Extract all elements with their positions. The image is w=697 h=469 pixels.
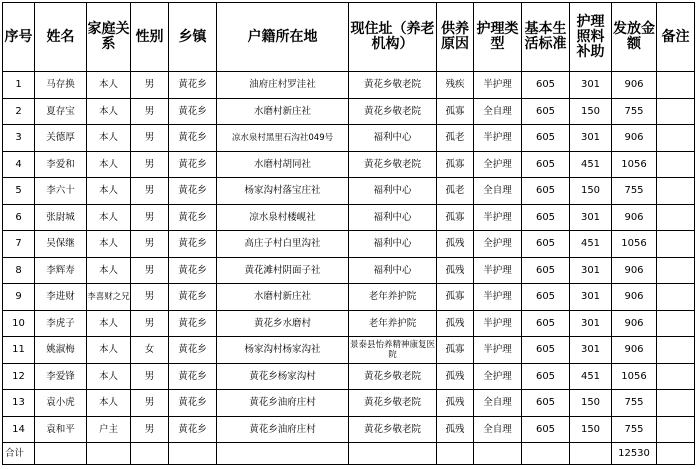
cell-township: 黄花乡 (169, 416, 217, 443)
cell-care-subsidy: 301 (570, 72, 612, 99)
cell-remarks (657, 363, 695, 390)
cell-basic-standard: 605 (522, 390, 570, 417)
table-row (3, 72, 695, 99)
cell-amount: 906 (612, 257, 657, 284)
cell-registered-address: 水磨村新庄社 (217, 284, 349, 311)
header-registered-address: 户籍所在地 (217, 3, 349, 72)
cell-registered-address: 水磨村新庄社 (217, 98, 349, 125)
cell-relation: 本人 (87, 178, 131, 205)
cell-amount: 906 (612, 310, 657, 337)
header-name: 姓名 (35, 3, 87, 72)
table-row (3, 231, 695, 258)
cell-current-address: 景泰县怡养精神康复医院 (349, 337, 437, 364)
cell-index: 14 (3, 416, 35, 443)
cell-name: 姚淑梅 (35, 337, 87, 364)
cell-index: 4 (3, 151, 35, 178)
cell-gender: 男 (131, 231, 169, 258)
cell-care-subsidy: 301 (570, 310, 612, 337)
cell-gender: 男 (131, 390, 169, 417)
cell-support-reason: 孤寡 (437, 204, 474, 231)
cell-index: 8 (3, 257, 35, 284)
cell-relation: 本人 (87, 390, 131, 417)
cell-care-subsidy: 301 (570, 204, 612, 231)
cell-current-address: 黄花乡敬老院 (349, 390, 437, 417)
header-gender: 性别 (131, 3, 169, 72)
cell-amount: 1056 (612, 231, 657, 258)
table-row (3, 204, 695, 231)
total-label: 合计 (3, 443, 35, 465)
cell-basic-standard: 605 (522, 178, 570, 205)
cell-township: 黄花乡 (169, 337, 217, 364)
cell-index: 5 (3, 178, 35, 205)
cell-index: 13 (3, 390, 35, 417)
cell-support-reason: 孤寡 (437, 284, 474, 311)
cell-care-type: 全护理 (474, 231, 522, 258)
cell-registered-address: 黄花乡水磨村 (217, 310, 349, 337)
cell-relation: 本人 (87, 257, 131, 284)
cell-support-reason: 孤老 (437, 125, 474, 152)
cell-remarks (657, 178, 695, 205)
cell-index: 2 (3, 98, 35, 125)
relief-table (2, 2, 695, 465)
cell-registered-address: 油府庄村罗洼社 (217, 72, 349, 99)
table-body (3, 72, 695, 443)
cell-remarks (657, 98, 695, 125)
cell-relation: 本人 (87, 125, 131, 152)
cell-index: 12 (3, 363, 35, 390)
cell-amount: 906 (612, 204, 657, 231)
cell-township: 黄花乡 (169, 363, 217, 390)
cell-amount: 906 (612, 125, 657, 152)
cell-registered-address: 黄花滩村阴面子社 (217, 257, 349, 284)
cell-care-subsidy: 301 (570, 284, 612, 311)
total-empty-cell (349, 443, 437, 465)
total-empty-cell (131, 443, 169, 465)
cell-basic-standard: 605 (522, 337, 570, 364)
cell-registered-address: 杨家沟村落宝庄社 (217, 178, 349, 205)
cell-name: 夏存宝 (35, 98, 87, 125)
cell-name: 李爱和 (35, 151, 87, 178)
cell-amount: 755 (612, 390, 657, 417)
cell-relation: 本人 (87, 204, 131, 231)
cell-relation: 本人 (87, 98, 131, 125)
cell-basic-standard: 605 (522, 363, 570, 390)
cell-support-reason: 孤残 (437, 363, 474, 390)
table-row (3, 310, 695, 337)
cell-basic-standard: 605 (522, 416, 570, 443)
total-amount: 12530 (612, 443, 657, 465)
cell-current-address: 黄花乡敬老院 (349, 363, 437, 390)
cell-name: 李六十 (35, 178, 87, 205)
cell-basic-standard: 605 (522, 72, 570, 99)
cell-amount: 755 (612, 178, 657, 205)
header-row (3, 3, 695, 72)
table-row (3, 390, 695, 417)
header-relation: 家庭关系 (87, 3, 131, 72)
cell-support-reason: 孤残 (437, 310, 474, 337)
cell-care-type: 全自理 (474, 416, 522, 443)
cell-registered-address: 水磨村胡同社 (217, 151, 349, 178)
cell-index: 6 (3, 204, 35, 231)
cell-township: 黄花乡 (169, 284, 217, 311)
cell-remarks (657, 416, 695, 443)
cell-current-address: 福利中心 (349, 231, 437, 258)
total-empty-cell (437, 443, 474, 465)
cell-current-address: 黄花乡敬老院 (349, 416, 437, 443)
cell-support-reason: 孤老 (437, 178, 474, 205)
cell-township: 黄花乡 (169, 98, 217, 125)
cell-support-reason: 孤残 (437, 416, 474, 443)
cell-remarks (657, 284, 695, 311)
cell-basic-standard: 605 (522, 231, 570, 258)
cell-index: 11 (3, 337, 35, 364)
cell-index: 9 (3, 284, 35, 311)
cell-name: 李爱锋 (35, 363, 87, 390)
cell-name: 袁小虎 (35, 390, 87, 417)
cell-amount: 1056 (612, 151, 657, 178)
cell-index: 7 (3, 231, 35, 258)
header-basic-standard: 基本生活标准 (522, 3, 570, 72)
table-row (3, 337, 695, 364)
cell-township: 黄花乡 (169, 390, 217, 417)
cell-care-type: 全护理 (474, 363, 522, 390)
table-row (3, 178, 695, 205)
cell-gender: 男 (131, 151, 169, 178)
header-index: 序号 (3, 3, 35, 72)
cell-gender: 女 (131, 337, 169, 364)
cell-current-address: 老年养护院 (349, 284, 437, 311)
table-row (3, 98, 695, 125)
cell-care-subsidy: 301 (570, 337, 612, 364)
cell-township: 黄花乡 (169, 231, 217, 258)
total-empty-cell (35, 443, 87, 465)
cell-gender: 男 (131, 310, 169, 337)
cell-care-type: 半护理 (474, 72, 522, 99)
total-empty-cell (217, 443, 349, 465)
total-empty-cell (169, 443, 217, 465)
cell-gender: 男 (131, 98, 169, 125)
cell-index: 1 (3, 72, 35, 99)
cell-name: 李辉寿 (35, 257, 87, 284)
cell-care-type: 全护理 (474, 151, 522, 178)
cell-name: 马存换 (35, 72, 87, 99)
cell-care-subsidy: 150 (570, 390, 612, 417)
cell-basic-standard: 605 (522, 310, 570, 337)
cell-township: 黄花乡 (169, 204, 217, 231)
cell-relation: 本人 (87, 231, 131, 258)
table-row (3, 151, 695, 178)
cell-gender: 男 (131, 416, 169, 443)
cell-gender: 男 (131, 204, 169, 231)
cell-name: 张尉城 (35, 204, 87, 231)
cell-remarks (657, 337, 695, 364)
cell-gender: 男 (131, 257, 169, 284)
cell-current-address: 黄花乡敬老院 (349, 72, 437, 99)
cell-name: 关德厚 (35, 125, 87, 152)
cell-basic-standard: 605 (522, 151, 570, 178)
cell-index: 3 (3, 125, 35, 152)
cell-remarks (657, 204, 695, 231)
cell-basic-standard: 605 (522, 284, 570, 311)
cell-remarks (657, 231, 695, 258)
cell-registered-address: 杨家沟村杨家沟社 (217, 337, 349, 364)
table-row (3, 284, 695, 311)
cell-registered-address: 黄花乡油府庄村 (217, 416, 349, 443)
cell-township: 黄花乡 (169, 151, 217, 178)
cell-township: 黄花乡 (169, 72, 217, 99)
cell-basic-standard: 605 (522, 98, 570, 125)
cell-care-subsidy: 150 (570, 98, 612, 125)
cell-support-reason: 孤残 (437, 257, 474, 284)
table-row (3, 416, 695, 443)
cell-current-address: 黄花乡敬老院 (349, 98, 437, 125)
cell-name: 吴保继 (35, 231, 87, 258)
cell-care-subsidy: 301 (570, 257, 612, 284)
cell-amount: 1056 (612, 363, 657, 390)
cell-relation: 本人 (87, 337, 131, 364)
cell-care-type: 半护理 (474, 257, 522, 284)
cell-name: 李虎子 (35, 310, 87, 337)
total-empty-cell (474, 443, 522, 465)
header-amount: 发放金额 (612, 3, 657, 72)
cell-care-type: 全自理 (474, 390, 522, 417)
cell-care-subsidy: 451 (570, 363, 612, 390)
cell-support-reason: 孤寡 (437, 98, 474, 125)
cell-care-type: 半护理 (474, 125, 522, 152)
cell-gender: 男 (131, 363, 169, 390)
cell-relation: 本人 (87, 363, 131, 390)
cell-gender: 男 (131, 125, 169, 152)
cell-relation: 户主 (87, 416, 131, 443)
cell-current-address: 福利中心 (349, 257, 437, 284)
cell-care-subsidy: 150 (570, 416, 612, 443)
total-empty-cell (87, 443, 131, 465)
cell-basic-standard: 605 (522, 125, 570, 152)
cell-care-subsidy: 451 (570, 231, 612, 258)
cell-care-subsidy: 451 (570, 151, 612, 178)
table-row (3, 257, 695, 284)
cell-care-subsidy: 150 (570, 178, 612, 205)
total-row (3, 443, 695, 465)
cell-township: 黄花乡 (169, 125, 217, 152)
cell-care-type: 半护理 (474, 284, 522, 311)
cell-registered-address: 凉水泉村黑里石沟社049号 (217, 125, 349, 152)
cell-care-type: 半护理 (474, 204, 522, 231)
cell-gender: 男 (131, 284, 169, 311)
cell-current-address: 黄花乡敬老院 (349, 151, 437, 178)
cell-registered-address: 凉水泉村楼岘社 (217, 204, 349, 231)
cell-care-type: 半护理 (474, 337, 522, 364)
total-empty-cell (522, 443, 570, 465)
cell-gender: 男 (131, 178, 169, 205)
cell-relation: 本人 (87, 72, 131, 99)
cell-remarks (657, 390, 695, 417)
header-support-reason: 供养原因 (437, 3, 474, 72)
cell-township: 黄花乡 (169, 178, 217, 205)
cell-remarks (657, 125, 695, 152)
cell-support-reason: 孤寡 (437, 337, 474, 364)
cell-remarks (657, 257, 695, 284)
cell-amount: 755 (612, 416, 657, 443)
total-empty-cell (657, 443, 695, 465)
table-row (3, 363, 695, 390)
header-current-address: 现住址（养老机构） (349, 3, 437, 72)
cell-support-reason: 孤寡 (437, 151, 474, 178)
cell-registered-address: 黄花乡油府庄村 (217, 390, 349, 417)
cell-current-address: 福利中心 (349, 204, 437, 231)
table-row (3, 125, 695, 152)
cell-current-address: 福利中心 (349, 125, 437, 152)
cell-relation: 李喜财之兄 (87, 284, 131, 311)
cell-registered-address: 高庄子村白里沟社 (217, 231, 349, 258)
cell-index: 10 (3, 310, 35, 337)
cell-care-type: 全自理 (474, 178, 522, 205)
cell-support-reason: 孤残 (437, 231, 474, 258)
cell-remarks (657, 151, 695, 178)
cell-name: 李进财 (35, 284, 87, 311)
cell-township: 黄花乡 (169, 257, 217, 284)
cell-township: 黄花乡 (169, 310, 217, 337)
cell-current-address: 福利中心 (349, 178, 437, 205)
cell-care-type: 全自理 (474, 98, 522, 125)
cell-gender: 男 (131, 72, 169, 99)
cell-relation: 本人 (87, 151, 131, 178)
cell-care-type: 半护理 (474, 310, 522, 337)
cell-registered-address: 黄花乡杨家沟村 (217, 363, 349, 390)
cell-support-reason: 残疾 (437, 72, 474, 99)
cell-amount: 755 (612, 98, 657, 125)
total-empty-cell (570, 443, 612, 465)
cell-support-reason: 孤残 (437, 390, 474, 417)
cell-relation: 本人 (87, 310, 131, 337)
cell-amount: 906 (612, 284, 657, 311)
cell-care-subsidy: 301 (570, 125, 612, 152)
cell-remarks (657, 72, 695, 99)
cell-amount: 906 (612, 337, 657, 364)
header-care-subsidy: 护理照料补助 (570, 3, 612, 72)
header-township: 乡镇 (169, 3, 217, 72)
cell-basic-standard: 605 (522, 204, 570, 231)
cell-name: 袁和平 (35, 416, 87, 443)
cell-amount: 906 (612, 72, 657, 99)
header-care-type: 护理类型 (474, 3, 522, 72)
cell-basic-standard: 605 (522, 257, 570, 284)
cell-remarks (657, 310, 695, 337)
cell-current-address: 老年养护院 (349, 310, 437, 337)
header-remarks: 备注 (657, 3, 695, 72)
